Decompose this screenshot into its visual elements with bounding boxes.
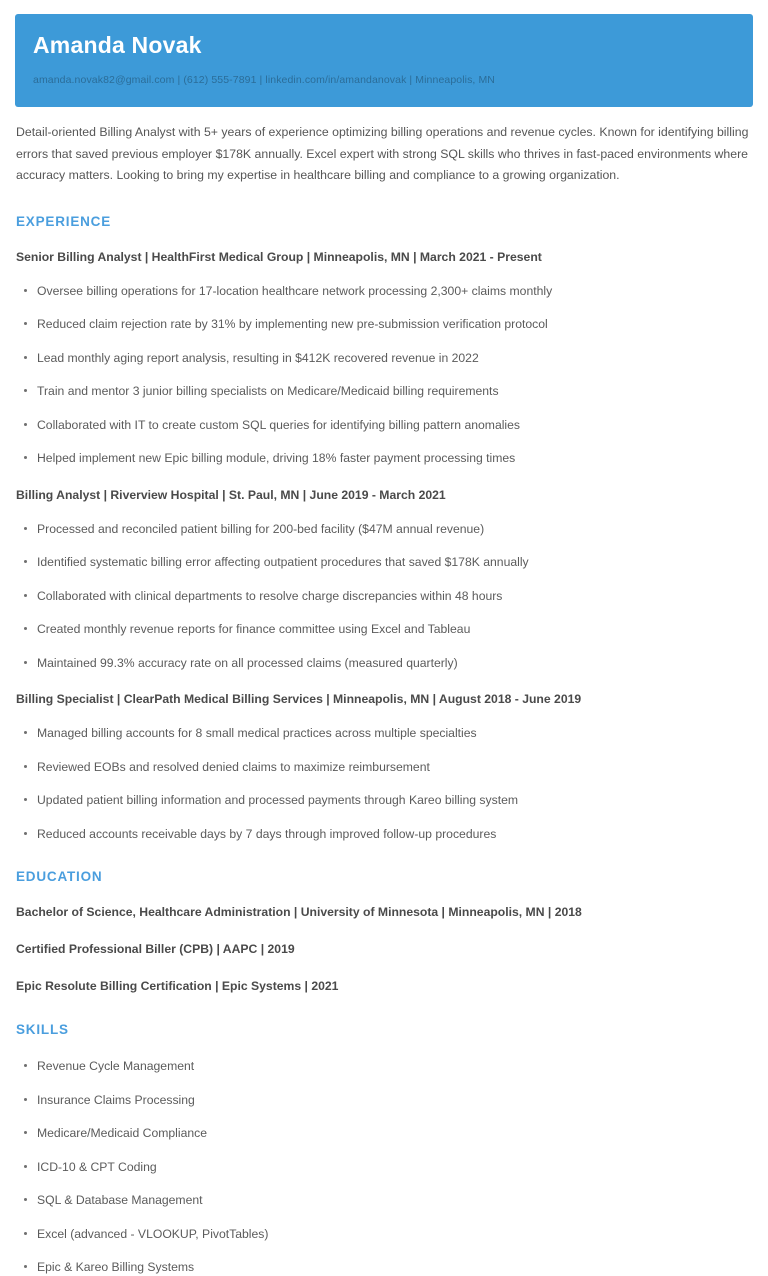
skill-item: Medicare/Medicaid Compliance	[15, 1125, 753, 1141]
skill-item: Insurance Claims Processing	[15, 1092, 753, 1108]
job-bullet: Identified systematic billing error affecting outpatient procedures that saved $178K annually	[15, 554, 753, 570]
job-bullet: Reduced claim rejection rate by 31% by implementing new pre-submission verification protocol	[15, 316, 753, 332]
experience-entry	[15, 691, 753, 842]
job-bullet: Reviewed EOBs and resolved denied claims to maximize reimbursement	[15, 759, 753, 775]
job-bullet: Created monthly revenue reports for finance committee using Excel and Tableau	[15, 621, 753, 637]
skill-item: ICD-10 & CPT Coding	[15, 1159, 753, 1175]
job-bullet: Managed billing accounts for 8 small medical practices across multiple specialties	[15, 725, 753, 741]
job-bullet: Oversee billing operations for 17-location healthcare network processing 2,300+ claims monthly	[15, 283, 753, 299]
education-entry: Bachelor of Science, Healthcare Administration | University of Minnesota | Minneapolis, MN | 2018	[16, 905, 582, 920]
job-bullet: Maintained 99.3% accuracy rate on all processed claims (measured quarterly)	[15, 655, 753, 671]
job-bullet: Processed and reconciled patient billing for 200-bed facility ($47M annual revenue)	[15, 521, 753, 537]
skill-item: SQL & Database Management	[15, 1192, 753, 1208]
section-heading-education: EDUCATION	[16, 869, 103, 885]
contact-info-line: amanda.novak82@gmail.com | (612) 555-7891 | linkedin.com/in/amandanovak | Minneapolis, MN	[33, 73, 495, 86]
job-bullet: Collaborated with IT to create custom SQL queries for identifying billing pattern anomalies	[15, 417, 753, 433]
job-bullet: Lead monthly aging report analysis, resulting in $412K recovered revenue in 2022	[15, 350, 753, 366]
job-bullet: Reduced accounts receivable days by 7 days through improved follow-up procedures	[15, 826, 753, 842]
education-section	[15, 904, 753, 995]
section-heading-experience: EXPERIENCE	[16, 213, 112, 229]
skills-list	[15, 1058, 753, 1275]
job-bullet: Helped implement new Epic billing module, driving 18% faster payment processing times	[15, 450, 753, 466]
job-heading: Billing Analyst | Riverview Hospital | St. Paul, MN | June 2019 - March 2021	[16, 487, 446, 502]
experience-entry	[15, 249, 753, 467]
job-bullet: Train and mentor 3 junior billing specialists on Medicare/Medicaid billing requirements	[15, 383, 753, 399]
experience-section	[15, 249, 753, 842]
job-heading: Senior Billing Analyst | HealthFirst Medical Group | Minneapolis, MN | March 2021 - Present	[16, 249, 542, 264]
job-bullet: Collaborated with clinical departments to resolve charge discrepancies within 48 hours	[15, 588, 753, 604]
job-bullet-list	[15, 521, 753, 671]
job-bullet-list	[15, 283, 753, 467]
professional-summary: Detail-oriented Billing Analyst with 5+ years of experience optimizing billing operations and revenue cycles. Known for identifying billing errors that saved previous employer $178K annually. Excel expert with strong SQL skills who thrives in fast-paced environments where accuracy matters. Looking to bring my expertise in healthcare billing and compliance to a growing organization.	[16, 125, 749, 183]
job-heading: Billing Specialist | ClearPath Medical Billing Services | Minneapolis, MN | August 2018 - June 2019	[16, 692, 582, 707]
resume-header-banner	[15, 14, 753, 107]
skill-item: Excel (advanced - VLOOKUP, PivotTables)	[15, 1226, 753, 1242]
job-bullet-list	[15, 725, 753, 842]
skill-item: Revenue Cycle Management	[15, 1058, 753, 1074]
education-entry: Certified Professional Biller (CPB) | AAPC | 2019	[16, 942, 295, 957]
candidate-name: Amanda Novak	[33, 32, 202, 58]
education-entry: Epic Resolute Billing Certification | Epic Systems | 2021	[16, 979, 339, 994]
experience-entry	[15, 487, 753, 671]
job-bullet: Updated patient billing information and processed payments through Kareo billing system	[15, 792, 753, 808]
section-heading-skills: SKILLS	[16, 1022, 69, 1038]
skill-item: Epic & Kareo Billing Systems	[15, 1259, 753, 1275]
